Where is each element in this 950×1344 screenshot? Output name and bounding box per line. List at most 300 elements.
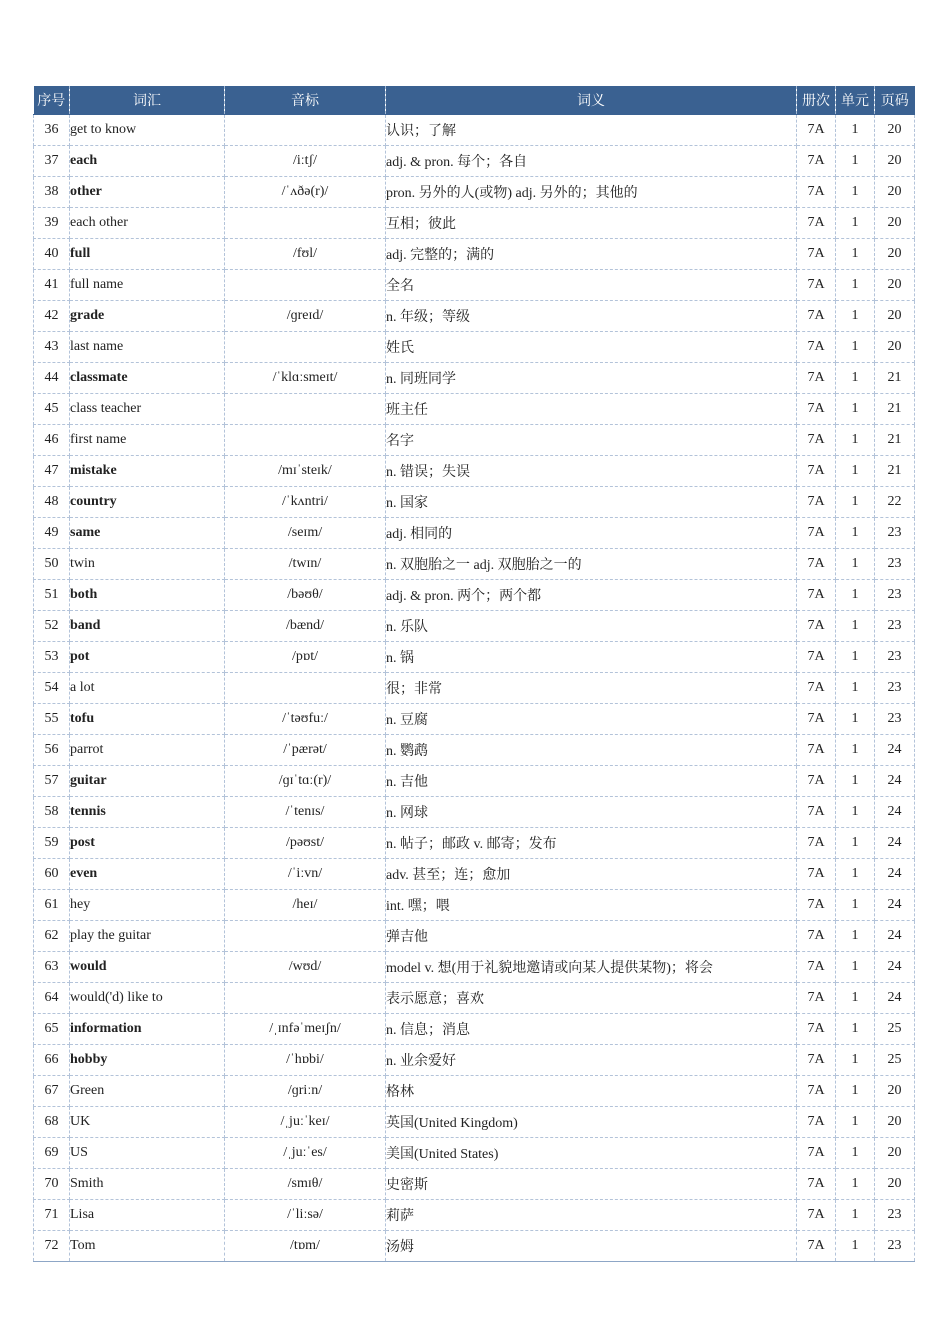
meaning-cell: adj. & pron. 两个；两个都 <box>386 580 797 611</box>
word-cell: hobby <box>70 1045 225 1076</box>
table-row <box>34 1200 915 1231</box>
meaning-cell: 很；非常 <box>386 673 797 704</box>
phonetic-cell: /ˌɪnfəˈmeɪʃn/ <box>225 1014 386 1045</box>
word-cell: post <box>70 828 225 859</box>
phonetic-cell: /tɒm/ <box>225 1231 386 1262</box>
phonetic-cell: /pɒt/ <box>225 642 386 673</box>
page-cell: 20 <box>875 1169 915 1200</box>
row-number: 56 <box>34 735 70 766</box>
row-number: 50 <box>34 549 70 580</box>
page-cell: 23 <box>875 642 915 673</box>
table-row <box>34 766 915 797</box>
table-row <box>34 1231 915 1262</box>
phonetic-cell: /iːtʃ/ <box>225 146 386 177</box>
book-cell: 7A <box>797 921 836 952</box>
page-cell: 21 <box>875 456 915 487</box>
meaning-cell: n. 网球 <box>386 797 797 828</box>
meaning-cell: 汤姆 <box>386 1231 797 1262</box>
page-cell: 20 <box>875 1138 915 1169</box>
meaning-cell: 英国(United Kingdom) <box>386 1107 797 1138</box>
page-cell: 24 <box>875 859 915 890</box>
row-number: 39 <box>34 208 70 239</box>
unit-cell: 1 <box>836 456 875 487</box>
unit-cell: 1 <box>836 270 875 301</box>
unit-cell: 1 <box>836 1045 875 1076</box>
phonetic-cell: /mɪˈsteɪk/ <box>225 456 386 487</box>
phonetic-cell: /ɡreɪd/ <box>225 301 386 332</box>
book-cell: 7A <box>797 611 836 642</box>
phonetic-cell: /ˈtəʊfuː/ <box>225 704 386 735</box>
table-row <box>34 921 915 952</box>
row-number: 43 <box>34 332 70 363</box>
table-row <box>34 363 915 394</box>
phonetic-cell <box>225 394 386 425</box>
table-row <box>34 549 915 580</box>
row-number: 36 <box>34 115 70 146</box>
word-cell: pot <box>70 642 225 673</box>
page-cell: 25 <box>875 1045 915 1076</box>
page-cell: 24 <box>875 766 915 797</box>
row-number: 66 <box>34 1045 70 1076</box>
table-row <box>34 456 915 487</box>
row-number: 62 <box>34 921 70 952</box>
word-cell: same <box>70 518 225 549</box>
unit-cell: 1 <box>836 239 875 270</box>
row-number: 60 <box>34 859 70 890</box>
unit-cell: 1 <box>836 890 875 921</box>
phonetic-cell: /ˈhɒbi/ <box>225 1045 386 1076</box>
unit-cell: 1 <box>836 425 875 456</box>
word-cell: Tom <box>70 1231 225 1262</box>
table-row <box>34 1169 915 1200</box>
word-cell: even <box>70 859 225 890</box>
word-cell: grade <box>70 301 225 332</box>
row-number: 47 <box>34 456 70 487</box>
page-cell: 20 <box>875 115 915 146</box>
meaning-cell: 格林 <box>386 1076 797 1107</box>
book-cell: 7A <box>797 270 836 301</box>
book-cell: 7A <box>797 1014 836 1045</box>
phonetic-cell <box>225 425 386 456</box>
book-cell: 7A <box>797 549 836 580</box>
table-row <box>34 270 915 301</box>
table-row <box>34 301 915 332</box>
book-cell: 7A <box>797 456 836 487</box>
table-row <box>34 177 915 208</box>
book-cell: 7A <box>797 580 836 611</box>
table-row <box>34 952 915 983</box>
word-cell: information <box>70 1014 225 1045</box>
header-row <box>34 86 915 115</box>
meaning-cell: 弹吉他 <box>386 921 797 952</box>
table-row <box>34 425 915 456</box>
row-number: 37 <box>34 146 70 177</box>
book-cell: 7A <box>797 208 836 239</box>
page-cell: 24 <box>875 735 915 766</box>
meaning-cell: 全名 <box>386 270 797 301</box>
unit-cell: 1 <box>836 1076 875 1107</box>
row-number: 38 <box>34 177 70 208</box>
phonetic-cell: /ˈtenɪs/ <box>225 797 386 828</box>
word-cell: other <box>70 177 225 208</box>
table-row <box>34 890 915 921</box>
book-cell: 7A <box>797 859 836 890</box>
meaning-cell: n. 年级；等级 <box>386 301 797 332</box>
meaning-cell: n. 吉他 <box>386 766 797 797</box>
meaning-cell: n. 鹦鹉 <box>386 735 797 766</box>
word-cell: classmate <box>70 363 225 394</box>
book-cell: 7A <box>797 394 836 425</box>
row-number: 69 <box>34 1138 70 1169</box>
row-number: 40 <box>34 239 70 270</box>
phonetic-cell: /pəʊst/ <box>225 828 386 859</box>
word-cell: both <box>70 580 225 611</box>
meaning-cell: 美国(United States) <box>386 1138 797 1169</box>
table-row <box>34 1014 915 1045</box>
unit-cell: 1 <box>836 952 875 983</box>
meaning-cell: 表示愿意；喜欢 <box>386 983 797 1014</box>
page-cell: 23 <box>875 549 915 580</box>
page-cell: 23 <box>875 1200 915 1231</box>
table-row <box>34 394 915 425</box>
phonetic-cell: /fʊl/ <box>225 239 386 270</box>
book-cell: 7A <box>797 766 836 797</box>
page-cell: 21 <box>875 425 915 456</box>
meaning-cell: 莉萨 <box>386 1200 797 1231</box>
row-number: 44 <box>34 363 70 394</box>
page-cell: 25 <box>875 1014 915 1045</box>
word-cell: get to know <box>70 115 225 146</box>
meaning-cell: n. 业余爱好 <box>386 1045 797 1076</box>
vocabulary-table <box>33 86 915 1262</box>
row-number: 71 <box>34 1200 70 1231</box>
page-cell: 24 <box>875 983 915 1014</box>
row-number: 64 <box>34 983 70 1014</box>
table-row <box>34 797 915 828</box>
header-word: 词汇 <box>70 86 225 115</box>
page-cell: 24 <box>875 797 915 828</box>
row-number: 49 <box>34 518 70 549</box>
page-cell: 24 <box>875 921 915 952</box>
page-cell: 23 <box>875 1231 915 1262</box>
word-cell: full <box>70 239 225 270</box>
phonetic-cell: /heɪ/ <box>225 890 386 921</box>
book-cell: 7A <box>797 1200 836 1231</box>
unit-cell: 1 <box>836 704 875 735</box>
word-cell: would <box>70 952 225 983</box>
row-number: 72 <box>34 1231 70 1262</box>
page-cell: 20 <box>875 1076 915 1107</box>
word-cell: play the guitar <box>70 921 225 952</box>
page-cell: 22 <box>875 487 915 518</box>
meaning-cell: int. 嘿；喂 <box>386 890 797 921</box>
row-number: 63 <box>34 952 70 983</box>
row-number: 65 <box>34 1014 70 1045</box>
unit-cell: 1 <box>836 1138 875 1169</box>
word-cell: band <box>70 611 225 642</box>
book-cell: 7A <box>797 363 836 394</box>
row-number: 51 <box>34 580 70 611</box>
table-row <box>34 1138 915 1169</box>
word-cell: a lot <box>70 673 225 704</box>
meaning-cell: n. 帖子；邮政 v. 邮寄；发布 <box>386 828 797 859</box>
meaning-cell: n. 同班同学 <box>386 363 797 394</box>
phonetic-cell: /bænd/ <box>225 611 386 642</box>
word-cell: hey <box>70 890 225 921</box>
unit-cell: 1 <box>836 1014 875 1045</box>
page-cell: 23 <box>875 580 915 611</box>
row-number: 45 <box>34 394 70 425</box>
unit-cell: 1 <box>836 797 875 828</box>
phonetic-cell: /ˈklɑːsmeɪt/ <box>225 363 386 394</box>
header-unit: 单元 <box>836 86 875 115</box>
row-number: 52 <box>34 611 70 642</box>
unit-cell: 1 <box>836 921 875 952</box>
header-num: 序号 <box>34 86 70 115</box>
book-cell: 7A <box>797 115 836 146</box>
table-row <box>34 704 915 735</box>
page-cell: 20 <box>875 146 915 177</box>
header-phonetic: 音标 <box>225 86 386 115</box>
word-cell: mistake <box>70 456 225 487</box>
word-cell: each <box>70 146 225 177</box>
phonetic-cell <box>225 673 386 704</box>
table-row <box>34 1107 915 1138</box>
unit-cell: 1 <box>836 580 875 611</box>
unit-cell: 1 <box>836 549 875 580</box>
page-cell: 21 <box>875 394 915 425</box>
meaning-cell: 姓氏 <box>386 332 797 363</box>
meaning-cell: n. 国家 <box>386 487 797 518</box>
book-cell: 7A <box>797 1231 836 1262</box>
meaning-cell: 互相；彼此 <box>386 208 797 239</box>
word-cell: tennis <box>70 797 225 828</box>
table-row <box>34 828 915 859</box>
phonetic-cell <box>225 115 386 146</box>
word-cell: class teacher <box>70 394 225 425</box>
row-number: 54 <box>34 673 70 704</box>
unit-cell: 1 <box>836 177 875 208</box>
book-cell: 7A <box>797 983 836 1014</box>
page-cell: 23 <box>875 518 915 549</box>
page-cell: 20 <box>875 208 915 239</box>
meaning-cell: 认识；了解 <box>386 115 797 146</box>
phonetic-cell <box>225 983 386 1014</box>
unit-cell: 1 <box>836 115 875 146</box>
phonetic-cell <box>225 332 386 363</box>
row-number: 41 <box>34 270 70 301</box>
word-cell: US <box>70 1138 225 1169</box>
book-cell: 7A <box>797 239 836 270</box>
word-cell: full name <box>70 270 225 301</box>
meaning-cell: pron. 另外的人(或物) adj. 另外的；其他的 <box>386 177 797 208</box>
word-cell: UK <box>70 1107 225 1138</box>
book-cell: 7A <box>797 673 836 704</box>
page-cell: 23 <box>875 611 915 642</box>
unit-cell: 1 <box>836 487 875 518</box>
table-row <box>34 611 915 642</box>
table-row <box>34 332 915 363</box>
phonetic-cell: /ˈʌðə(r)/ <box>225 177 386 208</box>
book-cell: 7A <box>797 1107 836 1138</box>
page-cell: 20 <box>875 1107 915 1138</box>
unit-cell: 1 <box>836 518 875 549</box>
table-row <box>34 239 915 270</box>
page-cell: 20 <box>875 301 915 332</box>
phonetic-cell: /seɪm/ <box>225 518 386 549</box>
meaning-cell: 史密斯 <box>386 1169 797 1200</box>
book-cell: 7A <box>797 828 836 859</box>
book-cell: 7A <box>797 487 836 518</box>
unit-cell: 1 <box>836 301 875 332</box>
phonetic-cell <box>225 208 386 239</box>
phonetic-cell: /ɡɪˈtɑː(r)/ <box>225 766 386 797</box>
book-cell: 7A <box>797 1138 836 1169</box>
word-cell: guitar <box>70 766 225 797</box>
book-cell: 7A <box>797 890 836 921</box>
meaning-cell: n. 信息；消息 <box>386 1014 797 1045</box>
word-cell: Smith <box>70 1169 225 1200</box>
meaning-cell: n. 豆腐 <box>386 704 797 735</box>
phonetic-cell: /smɪθ/ <box>225 1169 386 1200</box>
header-page: 页码 <box>875 86 915 115</box>
page-cell: 23 <box>875 673 915 704</box>
row-number: 67 <box>34 1076 70 1107</box>
table-row <box>34 1076 915 1107</box>
table-row <box>34 735 915 766</box>
word-cell: country <box>70 487 225 518</box>
book-cell: 7A <box>797 642 836 673</box>
phonetic-cell: /ˌjuːˈes/ <box>225 1138 386 1169</box>
meaning-cell: 名字 <box>386 425 797 456</box>
word-cell: parrot <box>70 735 225 766</box>
meaning-cell: n. 锅 <box>386 642 797 673</box>
meaning-cell: 班主任 <box>386 394 797 425</box>
phonetic-cell: /wʊd/ <box>225 952 386 983</box>
row-number: 48 <box>34 487 70 518</box>
unit-cell: 1 <box>836 1231 875 1262</box>
row-number: 70 <box>34 1169 70 1200</box>
word-cell: tofu <box>70 704 225 735</box>
page-cell: 24 <box>875 890 915 921</box>
word-cell: would('d) like to <box>70 983 225 1014</box>
phonetic-cell: /ˈpærət/ <box>225 735 386 766</box>
unit-cell: 1 <box>836 766 875 797</box>
word-cell: last name <box>70 332 225 363</box>
word-cell: Lisa <box>70 1200 225 1231</box>
unit-cell: 1 <box>836 611 875 642</box>
meaning-cell: adj. 完整的；满的 <box>386 239 797 270</box>
phonetic-cell <box>225 921 386 952</box>
header-meaning: 词义 <box>386 86 797 115</box>
page-cell: 24 <box>875 828 915 859</box>
book-cell: 7A <box>797 952 836 983</box>
page-cell: 21 <box>875 363 915 394</box>
table-row <box>34 487 915 518</box>
table-row <box>34 1045 915 1076</box>
word-cell: first name <box>70 425 225 456</box>
table-row <box>34 518 915 549</box>
meaning-cell: n. 乐队 <box>386 611 797 642</box>
table-row <box>34 208 915 239</box>
row-number: 53 <box>34 642 70 673</box>
book-cell: 7A <box>797 425 836 456</box>
row-number: 59 <box>34 828 70 859</box>
phonetic-cell: /ˌjuːˈkeɪ/ <box>225 1107 386 1138</box>
meaning-cell: adj. 相同的 <box>386 518 797 549</box>
table-row <box>34 642 915 673</box>
page-cell: 20 <box>875 270 915 301</box>
unit-cell: 1 <box>836 642 875 673</box>
unit-cell: 1 <box>836 673 875 704</box>
row-number: 57 <box>34 766 70 797</box>
meaning-cell: n. 错误；失误 <box>386 456 797 487</box>
unit-cell: 1 <box>836 1200 875 1231</box>
book-cell: 7A <box>797 704 836 735</box>
phonetic-cell: /bəʊθ/ <box>225 580 386 611</box>
phonetic-cell: /ˈkʌntri/ <box>225 487 386 518</box>
book-cell: 7A <box>797 518 836 549</box>
table-row <box>34 146 915 177</box>
unit-cell: 1 <box>836 828 875 859</box>
book-cell: 7A <box>797 1169 836 1200</box>
page-cell: 20 <box>875 239 915 270</box>
book-cell: 7A <box>797 177 836 208</box>
phonetic-cell <box>225 270 386 301</box>
book-cell: 7A <box>797 146 836 177</box>
header-book: 册次 <box>797 86 836 115</box>
unit-cell: 1 <box>836 363 875 394</box>
table-row <box>34 115 915 146</box>
book-cell: 7A <box>797 301 836 332</box>
unit-cell: 1 <box>836 1169 875 1200</box>
phonetic-cell: /ˈiːvn/ <box>225 859 386 890</box>
unit-cell: 1 <box>836 394 875 425</box>
row-number: 46 <box>34 425 70 456</box>
row-number: 58 <box>34 797 70 828</box>
table-row <box>34 580 915 611</box>
meaning-cell: model v. 想(用于礼貌地邀请或向某人提供某物)；将会 <box>386 952 797 983</box>
unit-cell: 1 <box>836 983 875 1014</box>
word-cell: twin <box>70 549 225 580</box>
page-cell: 20 <box>875 332 915 363</box>
book-cell: 7A <box>797 797 836 828</box>
page-cell: 20 <box>875 177 915 208</box>
row-number: 55 <box>34 704 70 735</box>
book-cell: 7A <box>797 332 836 363</box>
word-cell: Green <box>70 1076 225 1107</box>
row-number: 68 <box>34 1107 70 1138</box>
unit-cell: 1 <box>836 1107 875 1138</box>
meaning-cell: adv. 甚至；连；愈加 <box>386 859 797 890</box>
table-row <box>34 859 915 890</box>
unit-cell: 1 <box>836 332 875 363</box>
word-cell: each other <box>70 208 225 239</box>
book-cell: 7A <box>797 1076 836 1107</box>
unit-cell: 1 <box>836 735 875 766</box>
unit-cell: 1 <box>836 859 875 890</box>
page-cell: 24 <box>875 952 915 983</box>
book-cell: 7A <box>797 1045 836 1076</box>
meaning-cell: n. 双胞胎之一 adj. 双胞胎之一的 <box>386 549 797 580</box>
page-cell: 23 <box>875 704 915 735</box>
unit-cell: 1 <box>836 146 875 177</box>
row-number: 42 <box>34 301 70 332</box>
phonetic-cell: /ɡriːn/ <box>225 1076 386 1107</box>
table-row <box>34 673 915 704</box>
phonetic-cell: /twɪn/ <box>225 549 386 580</box>
book-cell: 7A <box>797 735 836 766</box>
